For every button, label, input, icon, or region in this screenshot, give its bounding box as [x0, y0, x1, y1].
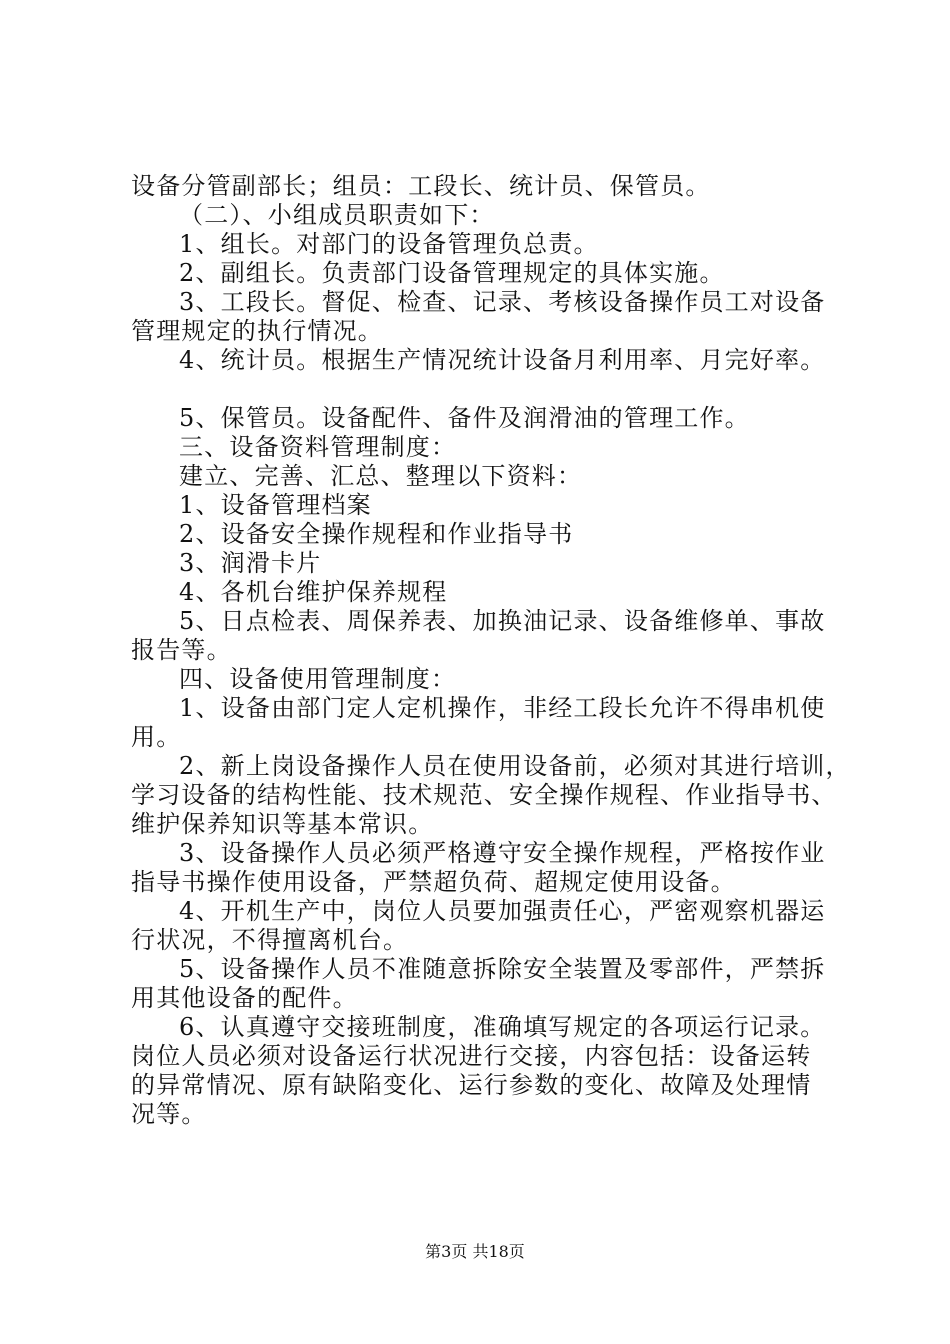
- text-line: （二）、小组成员职责如下：: [179, 201, 495, 229]
- text-line: 岗位人员必须对设备运行状况进行交接，内容包括：设备运转: [131, 1042, 812, 1070]
- text-line: 3、润滑卡片: [179, 549, 322, 577]
- document-body: [131, 172, 851, 1129]
- text-line: 的异常情况、原有缺陷变化、运行参数的变化、故障及处理情: [131, 1071, 812, 1099]
- text-line: 1、设备管理档案: [179, 491, 372, 519]
- text-line: 行状况，不得擅离机台。: [131, 926, 409, 954]
- text-line: 3、工段长。督促、检查、记录、考核设备操作员工对设备: [179, 288, 826, 316]
- text-line: 3、设备操作人员必须严格遵守安全操作规程，严格按作业: [179, 839, 826, 867]
- text-line: 4、开机生产中，岗位人员要加强责任心，严密观察机器运: [179, 897, 826, 925]
- text-line: 1、设备由部门定人定机操作，非经工段长允许不得串机使: [179, 694, 826, 722]
- text-line: 用。: [131, 723, 182, 751]
- text-line: 报告等。: [131, 636, 232, 664]
- text-line: 5、保管员。设备配件、备件及润滑油的管理工作。: [179, 404, 750, 432]
- text-line: 5、日点检表、周保养表、加换油记录、设备维修单、事故: [179, 607, 826, 635]
- text-line: 三、设备资料管理制度：: [179, 433, 457, 461]
- text-line: 管理规定的执行情况。: [131, 317, 383, 345]
- text-line: 4、各机台维护保养规程: [179, 578, 448, 606]
- text-line: 用其他设备的配件。: [131, 984, 358, 1012]
- text-line: 设备分管副部长；组员：工段长、统计员、保管员。: [131, 172, 711, 200]
- text-line: 学习设备的结构性能、技术规范、安全操作规程、作业指导书、: [131, 781, 837, 809]
- text-line: 维护保养知识等基本常识。: [131, 810, 434, 838]
- text-line: 建立、完善、汇总、整理以下资料：: [179, 462, 583, 490]
- text-line: 4、统计员。根据生产情况统计设备月利用率、月完好率。: [179, 346, 826, 374]
- text-line: 1、组长。对部门的设备管理负总责。: [179, 230, 599, 258]
- text-line: 指导书操作使用设备，严禁超负荷、超规定使用设备。: [131, 868, 736, 896]
- page-footer: 第3页 共18页: [425, 1242, 525, 1261]
- text-line: 2、新上岗设备操作人员在使用设备前，必须对其进行培训，: [179, 752, 851, 780]
- text-line: 2、副组长。负责部门设备管理规定的具体实施。: [179, 259, 725, 287]
- text-line: 四、设备使用管理制度：: [179, 665, 457, 693]
- text-line: 5、设备操作人员不准随意拆除安全装置及零部件，严禁拆: [179, 955, 826, 983]
- text-line: 2、设备安全操作规程和作业指导书: [179, 520, 574, 548]
- text-line: 况等。: [131, 1100, 207, 1128]
- text-line: 6、认真遵守交接班制度，准确填写规定的各项运行记录。: [179, 1013, 826, 1041]
